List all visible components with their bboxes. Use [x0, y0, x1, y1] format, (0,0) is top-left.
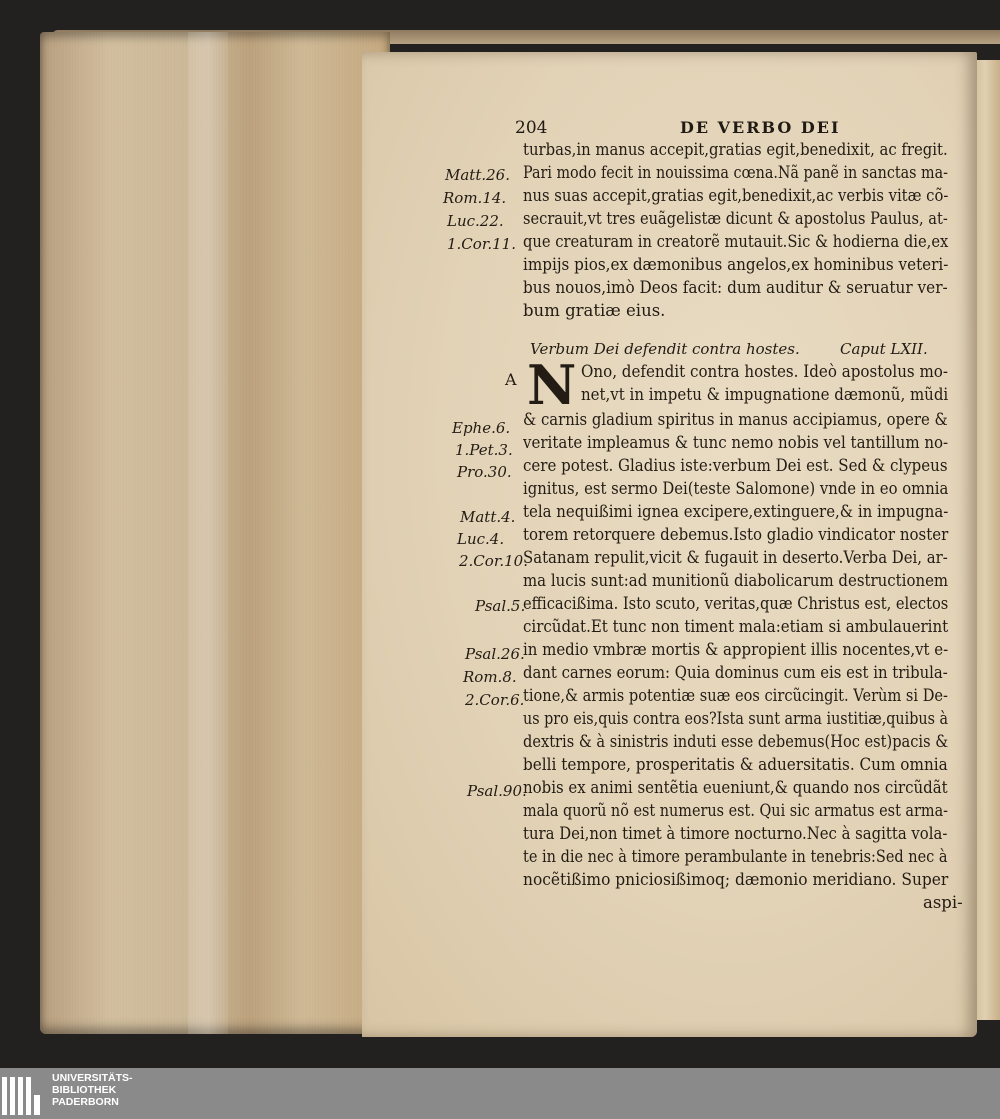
text-line: impijs pios,ex dæmonibus angelos,ex hominibus veteri- [523, 255, 949, 274]
text-line: belli tempore, prosperitatis & aduersitatis. Cum omnia [523, 755, 948, 774]
library-name-line: PADERBORN [52, 1096, 119, 1108]
chapter-label: Caput LXII. [840, 340, 928, 358]
text-line: Ono, defendit contra hostes. Ideò apostolus mo- [581, 362, 948, 381]
text-line: turbas,in manus accepit,gratias egit,benedixit, ac fregit. [523, 140, 948, 159]
library-footer-bar [0, 1068, 1000, 1119]
text-line: mala quorũ nõ est numerus est. Qui sic armatus est arma- [523, 801, 949, 820]
text-line: us pro eis,quis contra eos?Ista sunt arma iustitiæ,quibus à [523, 709, 949, 728]
text-line: tela nequißimi ignea excipere,extinguere,& in impugna- [523, 502, 949, 521]
text-line: torem retorquere debemus.Isto gladio vindicator noster [523, 525, 949, 544]
text-line: in medio vmbræ mortis & appropient illis nocentes,vt e- [523, 640, 949, 659]
margin-reference: Rom.8. [463, 668, 517, 686]
text-line: tura Dei,non timet à timore nocturno.Nec à sagitta vola- [523, 824, 948, 843]
text-line: Pari modo fecit in nouissima cœna.Nã panẽ in sanctas ma- [523, 163, 948, 182]
text-line: bum gratiæ eius. [523, 301, 666, 320]
margin-reference: Psal.26. [465, 645, 525, 663]
margin-reference: 1.Pet.3. [455, 441, 513, 459]
margin-reference: Luc.4. [457, 530, 505, 548]
text-line: tione,& armis potentiæ suæ eos circũcingit. Verùm si De- [523, 686, 948, 705]
text-line: circũdat.Et tunc non timent mala:etiam si ambulauerint [523, 617, 949, 636]
text-line: nus suas accepit,gratias egit,benedixit,ac verbis vitæ cõ- [523, 186, 949, 205]
text-line: nocẽtißimo pniciosißimoq; dæmonio meridiano. Super [523, 870, 949, 889]
margin-reference: Psal.5. [475, 597, 526, 615]
margin-reference: Pro.30. [457, 463, 512, 481]
margin-reference: Ephe.6. [452, 419, 511, 437]
text-line: secrauit,vt tres euãgelistæ dicunt & apostolus Paulus, at- [523, 209, 948, 228]
section-letter: A [505, 370, 517, 389]
text-line: que creaturam in creatorẽ mutauit.Sic & hodierna die,ex [523, 232, 949, 251]
margin-reference: Matt.4. [460, 508, 516, 526]
text-line: cere potest. Gladius iste:verbum Dei est. Sed & clypeus [523, 456, 948, 475]
page-header [515, 118, 945, 140]
text-line: dextris & à sinistris induti esse debemus(Hoc est)pacis & [523, 732, 949, 751]
text-line: ignitus, est sermo Dei(teste Salomone) vnde in eo omnia [523, 479, 949, 498]
text-line: ma lucis sunt:ad munitionũ diabolicarum destructionem [523, 571, 949, 590]
running-head: DE VERBO DEI [680, 118, 841, 137]
text-line: nobis ex animi sentẽtia eueniunt,& quando nos circũdãt [523, 778, 948, 797]
library-name [52, 1072, 133, 1108]
text-line: te in die nec à timore perambulante in tenebris:Sed nec à [523, 847, 948, 866]
margin-reference: Matt.26. [445, 166, 510, 184]
catchword: aspi- [923, 893, 963, 912]
margin-reference: Rom.14. [443, 189, 507, 207]
margin-reference: Psal.90. [467, 782, 527, 800]
margin-reference: Luc.22. [447, 212, 504, 230]
text-line: veritate impleamus & tunc nemo nobis vel tantillum no- [523, 433, 949, 452]
chapter-title: Verbum Dei defendit contra hostes. [530, 340, 800, 358]
text-line: efficacißima. Isto scuto, veritas,quæ Christus est, electos [523, 594, 949, 613]
text-line: & carnis gladium spiritus in manus accipiamus, opere & [523, 410, 948, 429]
page-number: 204 [515, 118, 548, 138]
margin-reference: 2.Cor.10. [459, 552, 528, 570]
library-logo-icon [2, 1072, 44, 1115]
library-name-line: BIBLIOTHEK [52, 1084, 117, 1096]
margin-reference: 1.Cor.11. [447, 235, 516, 253]
text-line: dant carnes eorum: Quia dominus cum eis est in tribula- [523, 663, 948, 682]
library-name-line: UNIVERSITÄTS- [52, 1072, 133, 1084]
margin-reference: 2.Cor.6. [465, 691, 525, 709]
text-line: Satanam repulit,vicit & fugauit in deserto.Verba Dei, ar- [523, 548, 948, 567]
text-line: net,vt in impetu & impugnatione dæmonũ, mũdi [581, 385, 949, 404]
drop-cap: N [527, 353, 577, 417]
text-line: bus nouos,imò Deos facit: dum auditur & seruatur ver- [523, 278, 948, 297]
book-page-edges [40, 32, 390, 1034]
